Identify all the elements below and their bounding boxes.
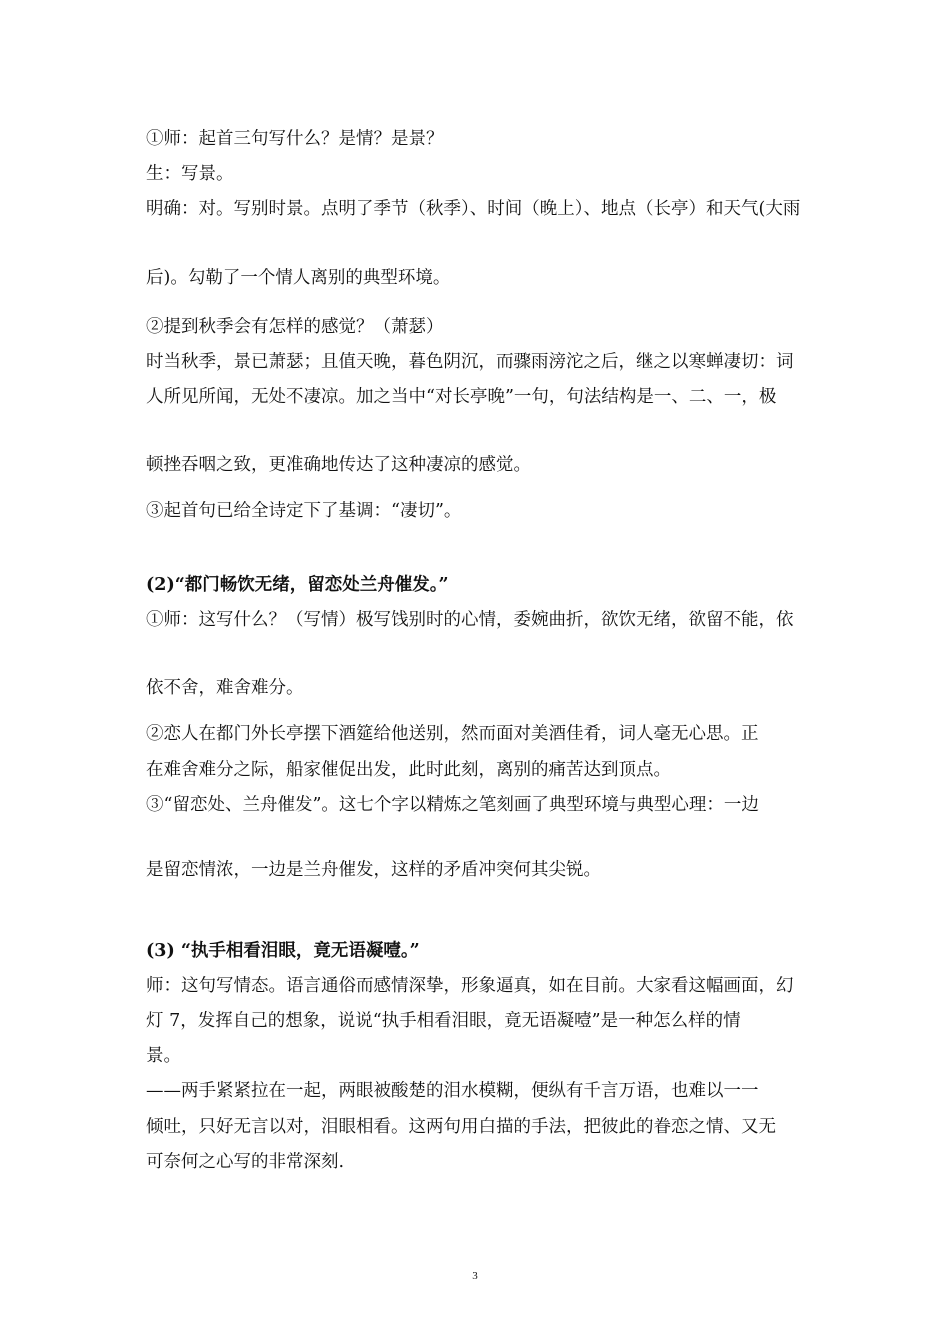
text-line: ③起首句已给全诗定下了基调：“凄切”。 — [146, 501, 462, 521]
text-line: ③“留恋处、兰舟催发”。这七个字以精炼之笔刻画了典型环境与典型心理：一边 — [146, 795, 759, 815]
text-line: 时当秋季，景已萧瑟；且值天晚，暮色阴沉，而骤雨滂沱之后，继之以寒蝉凄切：词 — [146, 352, 794, 372]
text-line: 师：这句写情态。语言通俗而感情深挚，形象逼真，如在目前。大家看这幅画面，幻 — [146, 976, 794, 996]
text-line: 人所见所闻，无处不凄凉。加之当中“对长亭晚”一句，句法结构是一、二、一，极 — [146, 387, 777, 407]
text-line: 顿挫吞咽之致，更准确地传达了这种凄凉的感觉。 — [146, 455, 531, 475]
text-line: 灯 7，发挥自己的想象，说说“执手相看泪眼，竟无语凝噎”是一种怎么样的情 — [146, 1011, 741, 1031]
text-line: 生：写景。 — [146, 164, 234, 184]
text-line: 后)。勾勒了一个情人离别的典型环境。 — [146, 268, 451, 288]
section-heading: (3) “执手相看泪眼，竟无语凝噎。” — [146, 941, 420, 961]
text-line: ②提到秋季会有怎样的感觉？（萧瑟） — [146, 317, 444, 337]
text-line: ——两手紧紧拉在一起，两眼被酸楚的泪水模糊，便纵有千言万语，也难以一一 — [146, 1081, 759, 1101]
text-line: 明确：对。写别时景。点明了季节（秋季）、时间（晚上）、地点（长亭）和天气(大雨 — [146, 199, 801, 219]
text-line: 是留恋情浓，一边是兰舟催发，这样的矛盾冲突何其尖锐。 — [146, 860, 601, 880]
text-line: ①师：这写什么？（写情）极写饯别时的心情，委婉曲折，欲饮无绪，欲留不能，依 — [146, 610, 794, 630]
section-heading: (2)“都门畅饮无绪，留恋处兰舟催发。” — [146, 575, 449, 595]
text-line: 倾吐，只好无言以对，泪眼相看。这两句用白描的手法，把彼此的眷恋之情、又无 — [146, 1117, 776, 1137]
text-line: 可奈何之心写的非常深刻. — [146, 1152, 345, 1172]
page-number: 3 — [472, 1270, 478, 1282]
text-line: 景。 — [146, 1046, 181, 1066]
text-line: 在难舍难分之际，船家催促出发，此时此刻，离别的痛苦达到顶点。 — [146, 760, 671, 780]
text-line: ①师：起首三句写什么？是情？是景？ — [146, 129, 444, 149]
text-line: ②恋人在都门外长亭摆下酒筵给他送别，然而面对美酒佳肴，词人毫无心思。正 — [146, 724, 759, 744]
text-line: 依不舍，难舍难分。 — [146, 678, 304, 698]
